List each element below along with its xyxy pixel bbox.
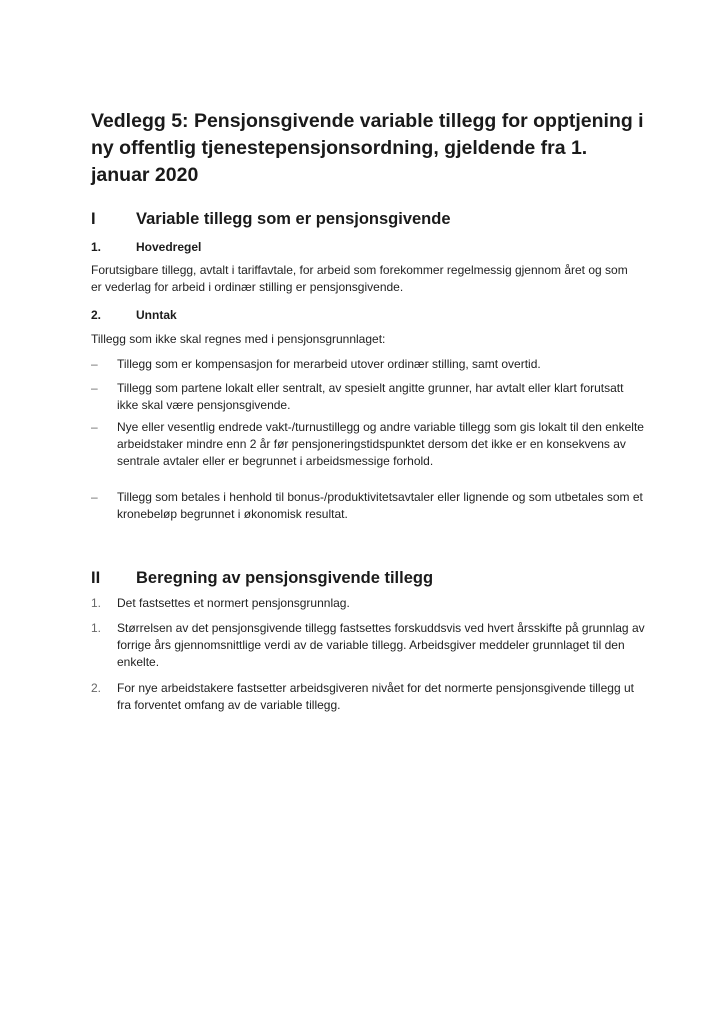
section-1-number: I <box>91 210 96 228</box>
number-marker: 2. <box>91 681 102 695</box>
section-1-title: Variable tillegg som er pensjonsgivende <box>136 210 451 228</box>
list-item <box>91 489 651 523</box>
numbered-item <box>91 595 651 612</box>
hovedregel-paragraph: Forutsigbare tillegg, avtalt i tariffavtale, for arbeid som forekommer regelmessig gjennom året og som er vederlag for arbeid i ordinær stilling er pensjonsgivende. <box>91 263 628 294</box>
list-item <box>91 419 651 470</box>
number-marker: 1. <box>91 621 102 635</box>
dash-marker: – <box>91 420 98 434</box>
section-2-title: Beregning av pensjonsgivende tillegg <box>136 569 434 587</box>
numbered-item-text: For nye arbeidstakere fastsetter arbeidsgiveren nivået for det normerte pensjonsgivende tillegg ut fra forventet omfang av de variable tillegg. <box>117 681 634 712</box>
dash-marker: – <box>91 490 98 504</box>
subsection-1-heading <box>91 239 201 255</box>
dash-marker: – <box>91 357 98 371</box>
subsection-2-title: Unntak <box>136 308 177 322</box>
section-1-heading <box>91 209 451 229</box>
subsection-1-number: 1. <box>91 240 102 254</box>
document-title: Vedlegg 5: Pensjonsgivende variable tillegg for opptjening i ny offentlig tjenestepensjonsordning, gjeldende fra 1. januar 2020 <box>91 110 644 186</box>
section-2-number: II <box>91 569 101 587</box>
numbered-item <box>91 680 651 714</box>
list-item-text: Tillegg som er kompensasjon for merarbeid utover ordinær stilling, samt overtid. <box>117 357 541 371</box>
list-item <box>91 356 651 373</box>
number-marker: 1. <box>91 596 102 610</box>
dash-marker: – <box>91 381 98 395</box>
subsection-2-heading <box>91 307 177 323</box>
section-2-heading <box>91 568 433 588</box>
numbered-item-text: Det fastsettes et normert pensjonsgrunnlag. <box>117 596 350 610</box>
list-item-text: Nye eller vesentlig endrede vakt-/turnustillegg og andre variable tillegg som gis lokalt til den enkelte arbeidstaker mindre enn 2 år før pensjoneringstidspunktet dersom det ikke er en konsekvens av sentrale avtaler eller er begrunnet i arbeidsmessige forhold. <box>117 420 644 468</box>
numbered-item <box>91 620 651 671</box>
list-item <box>91 380 651 414</box>
subsection-1-title: Hovedregel <box>136 240 202 254</box>
unntak-intro: Tillegg som ikke skal regnes med i pensjonsgrunnlaget: <box>91 332 386 346</box>
list-item-text: Tillegg som betales i henhold til bonus-/produktivitetsavtaler eller lignende og som utbetales som et kronebeløp begrunnet i økonomisk resultat. <box>117 490 643 521</box>
numbered-item-text: Størrelsen av det pensjonsgivende tillegg fastsettes forskuddsvis ved hvert årsskifte på grunnlag av forrige års gjennomsnittlige verdi av de variable tillegg. Arbeidsgiver meddeler grunnlaget til den enkelte. <box>117 621 645 669</box>
list-item-text: Tillegg som partene lokalt eller sentralt, av spesielt angitte grunner, har avtalt eller klart forutsatt ikke skal være pensjonsgivende. <box>117 381 624 412</box>
subsection-2-number: 2. <box>91 308 102 322</box>
